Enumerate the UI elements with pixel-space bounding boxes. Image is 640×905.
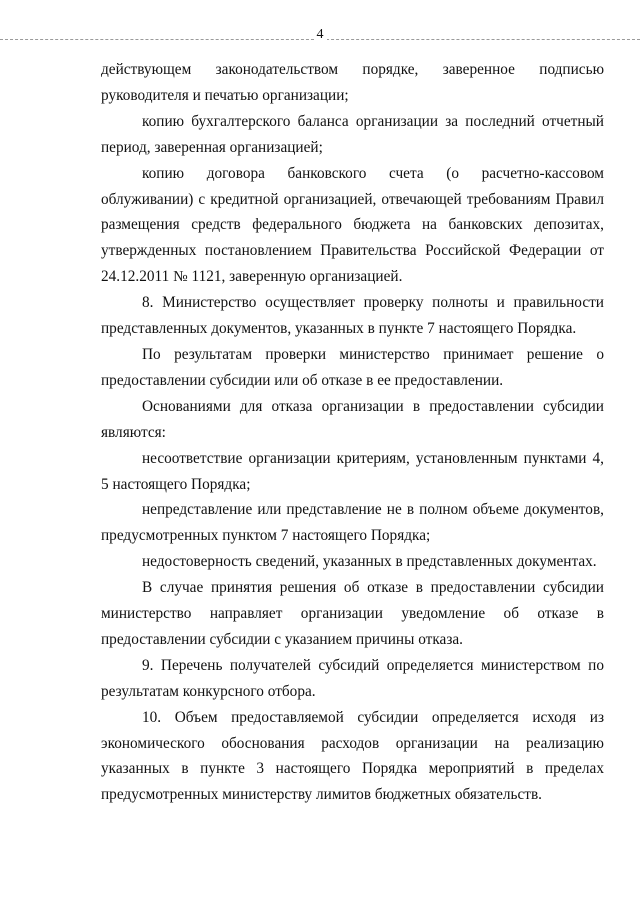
page-number: 4 — [0, 28, 640, 42]
paragraph-3: копию договора банковского счета (о расчетно-кассовом облуживании) с кредитной организацией, отвечающей требованиям Правил размещения средств федерального бюджета на банковских депозитах, утвержденных постановлением Правительства Российской Федерации от 24.12.2011 № 1121, заверенную организацией. — [101, 164, 604, 286]
paragraph-12: 10. Объем предоставляемой субсидии определяется исходя из экономического обоснования расходов организации на реализацию указанных в пункте 3 настоящего Порядка мероприятий в пределах предусмотренных министерству лимитов бюджетных обязательств. — [101, 708, 604, 804]
document-body — [101, 57, 604, 808]
paragraph-1: действующем законодательством порядке, заверенное подписью руководителя и печатью организации; — [101, 61, 604, 104]
paragraph-8: непредставление или представление не в полном объеме документов, предусмотренных пунктом 7 настоящего Порядка; — [101, 501, 604, 545]
paragraph-7: несоответствие организации критериям, установленным пунктами 4, 5 настоящего Порядка; — [101, 449, 604, 493]
paragraph-5: По результатам проверки министерство принимает решение о предоставлении субсидии или об отказе в ее предоставлении. — [101, 345, 604, 389]
paragraph-9: недостоверность сведений, указанных в представленных документах. — [142, 553, 597, 571]
paragraph-2: копию бухгалтерского баланса организации за последний отчетный период, заверенная организацией; — [101, 112, 604, 156]
paragraph-10: В случае принятия решения об отказе в предоставлении субсидии министерство направляет организации уведомление об отказе в предоставлении субсидии с указанием причины отказа. — [101, 579, 604, 648]
paragraph-6: Основаниями для отказа организации в предоставлении субсидии являются: — [101, 397, 604, 441]
paragraph-4: 8. Министерство осуществляет проверку полноты и правильности представленных документов, указанных в пункте 7 настоящего Порядка. — [101, 294, 604, 338]
paragraph-11: 9. Перечень получателей субсидий определяется министерством по результатам конкурсного отбора. — [101, 656, 604, 700]
